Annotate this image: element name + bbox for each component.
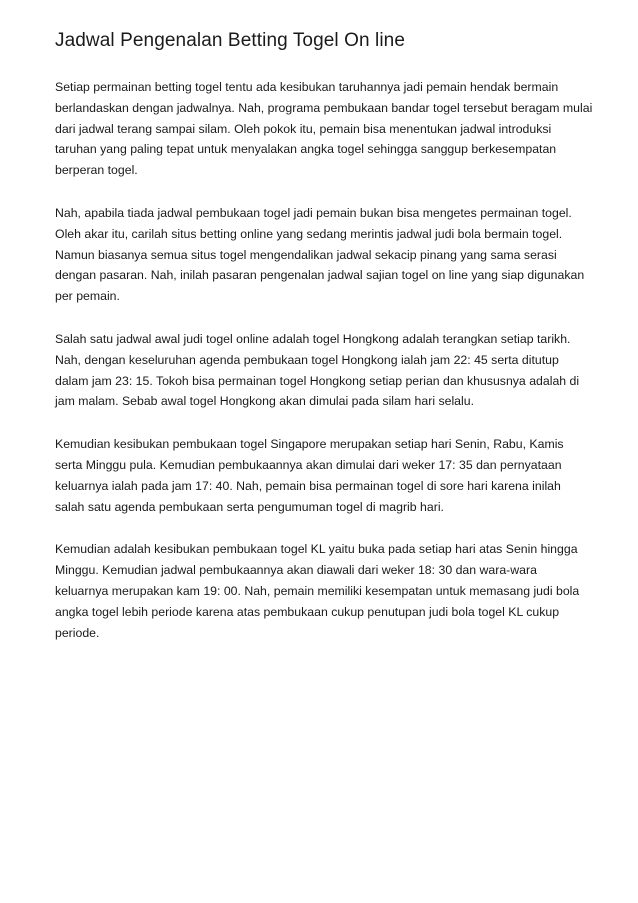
- paragraph-2: Nah, apabila tiada jadwal pembukaan togel jadi pemain bukan bisa mengetes permainan togel. Oleh akar itu, carilah situs betting online yang sedang merintis jadwal judi bola bermain togel. Namun biasanya semua situs togel mengendalikan jadwal sekacip pinang yang sama serasi dengan pasaran. Nah, inilah pasaran pengenalan jadwal sajian togel on line yang siap digunakan per pemain.: [55, 205, 585, 304]
- document-body: [55, 29, 593, 665]
- paragraph-3: Salah satu jadwal awal judi togel online adalah togel Hongkong adalah terangkan setiap tarikh. Nah, dengan keseluruhan agenda pembukaan togel Hongkong ialah jam 22: 45 serta ditutup dalam jam 23: 15. Tokoh bisa permainan togel Hongkong setiap perian dan khususnya adalah di jam malam. Sebab awal togel Hongkong akan dimulai pada silam hari selalu.: [55, 331, 580, 409]
- paragraph-5: Kemudian adalah kesibukan pembukaan togel KL yaitu buka pada setiap hari atas Senin hingga Minggu. Kemudian jadwal pembukaannya akan diawali dari weker 18: 30 dan wara-wara keluarnya merupakan kam 19: 00. Nah, pemain memiliki kesempatan untuk memasang judi bola angka togel lebih periode karena atas pembukaan cukup penutupan judi bola togel KL cukup periode.: [55, 542, 580, 640]
- paragraph-1: Setiap permainan betting togel tentu ada kesibukan taruhannya jadi pemain hendak bermain berlandaskan dengan jadwalnya. Nah, programa pembukaan bandar togel tersebut beragam mulai dari jadwal terang sampai silam. Oleh pokok itu, pemain bisa menentukan jadwal introduksi taruhan yang paling tepat untuk menyalakan angka togel sehingga sanggup berkesempatan berperan togel.: [55, 80, 593, 178]
- paragraph-4: Kemudian kesibukan pembukaan togel Singapore merupakan setiap hari Senin, Rabu, Kamis serta Minggu pula. Kemudian pembukaannya akan dimulai dari weker 17: 35 dan pernyataan keluarnya ialah pada jam 17: 40. Nah, pemain bisa permainan togel di sore hari karena inilah salah satu agenda pembukaan serta pengumuman togel di magrib hari.: [55, 437, 564, 514]
- page-title: Jadwal Pengenalan Betting Togel On line: [55, 30, 406, 51]
